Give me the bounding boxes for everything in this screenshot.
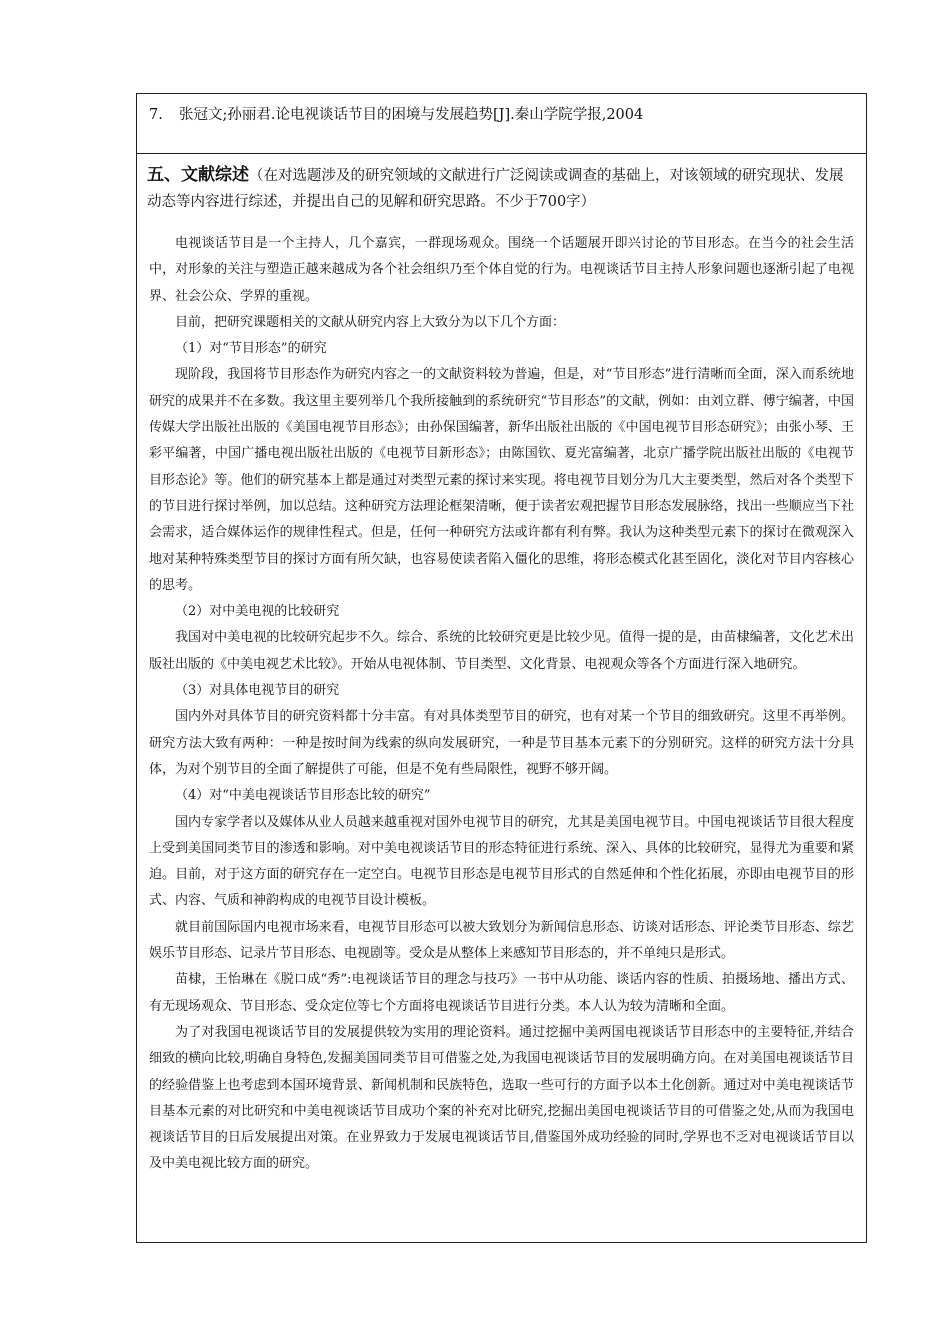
paragraph: 国内外对具体节目的研究资料都十分丰富。有对具体类型节目的研究，也有对某一个节目的细致研究。这里不再举例。研究方法大致有两种：一种是按时间为线索的纵向发展研究，一种是节目基本元素下的分别研究。这样的研究方法十分具体，为对个别节目的全面了解提供了可能，但是不免有些局限性，视野不够开阔。 — [149, 709, 854, 777]
literature-review-section — [137, 154, 866, 1178]
paragraph: 就目前国际国内电视市场来看，电视节目形态可以被大致划分为新闻信息形态、访谈对话形态、评论类节目形态、综艺娱乐节目形态、记录片节目形态、电视剧等。受众是从整体上来感知节目形态的，并不单纯只是形式。 — [149, 919, 854, 962]
paragraph: 我国对中美电视的比较研究起步不久。综合、系统的比较研究更是比较少见。值得一提的是，由苗棣编著，文化艺术出版社出版的《中美电视艺术比较》。开始从电视体制、节目类型、文化背景、电视观众等各个方面进行深入地研究。 — [149, 630, 854, 672]
review-body — [137, 215, 866, 1178]
paragraph: 目前，把研究课题相关的文献从研究内容上大致分为以下几个方面： — [175, 314, 566, 330]
reference-citation: 张冠文;孙丽君.论电视谈话节目的困境与发展趋势[J].秦山学院学报,2004 — [179, 107, 644, 123]
paragraph: 电视谈话节目是一个主持人，几个嘉宾，一群现场观众。围绕一个话题展开即兴讨论的节目形态。在当今的社会生活中，对形象的关注与塑造正越来越成为各个社会组织乃至个体自觉的行为。电视谈话节目主持人形象问题也逐渐引起了电视界、社会公众、学界的重视。 — [149, 236, 854, 304]
reference-item — [149, 103, 643, 124]
section-instruction: （在对选题涉及的研究领域的文献进行广泛阅读或调查的基础上，对该领域的研究现状、发展动态等内容进行综述，并提出自己的见解和研究思路。不少于700字） — [147, 168, 844, 210]
subheading: （2）对中美电视的比较研究 — [175, 604, 340, 620]
section-title: 五、文献综述 — [147, 165, 249, 185]
paragraph: 现阶段，我国将节目形态作为研究内容之一的文献资料较为普遍，但是，对“节目形态”进行清晰而全面，深入而系统地研究的成果并不在多数。我这里主要列举几个我所接触到的系统研究“节目形态”的文献，例如：由刘立群、傅宁编著，中国传媒大学出版社出版的《美国电视节目形态》；由孙保国编著，新华出版社出版的《中国电视节目形态研究》；由张小琴、王彩平编著，中国广播电视出版社出版的《电视节目新形态》；由陈国钦、夏光富编著，北京广播学院出版社出版的《电视节目形态论》等。他们的研究基本上都是通过对类型元素的探讨来实现。将电视节目划分为几大主要类型，然后对各个类型下的节目进行探讨举例，加以总结。这种研究方法理论框架清晰，便于读者宏观把握节目形态发展脉络，找出一些顺应当下社会需求，适合媒体运作的规律性程式。但是，任何一种研究方法或许都有利有弊。我认为这种类型元素下的探讨在微观深入地对某种特殊类型节目的探讨方面有所欠缺，也容易使读者陷入僵化的思维，将形态模式化甚至固化，淡化对节目内容核心的思考。 — [149, 367, 854, 593]
reference-number: 7. — [149, 107, 163, 123]
reference-row — [137, 94, 866, 154]
paragraph: 国内专家学者以及媒体从业人员越来越重视对国外电视节目的研究，尤其是美国电视节目。中国电视谈话节目很大程度上受到美国同类节目的渗透和影响。对中美电视谈话节目的形态特征进行系统、深入、具体的比较研究，显得尤为重要和紧迫。目前，对于这方面的研究存在一定空白。电视节目形态是电视节目形式的自然延伸和个性化拓展，亦即由电视节目的形式、内容、气质和神韵构成的电视节目设计模板。 — [149, 814, 854, 909]
paragraph: 为了对我国电视谈话节目的发展提供较为实用的理论资料。通过挖掘中美两国电视谈话节目形态中的主要特征,并结合细致的横向比较,明确自身特色,发掘美国同类节目可借鉴之处,为我国电视谈话节目的发展明确方向。在对美国电视谈话节目的经验借鉴上也考虑到本国环境背景、新闻机制和民族特色，选取一些可行的方面予以本土化创新。通过对中美电视谈话节目基本元素的对比研究和中美电视谈话节目成功个案的补充对比研究,挖掘出美国电视谈话节目的可借鉴之处,从而为我国电视谈话节目的日后发展提出对策。在业界致力于发展电视谈话节目,借鉴国外成功经验的同时,学界也不乏对电视谈话节目以及中美电视比较方面的研究。 — [149, 1024, 854, 1172]
section-header — [137, 154, 866, 215]
proposal-form-table — [136, 93, 867, 1243]
paragraph: 苗棣，王怡琳在《脱口成“秀”:电视谈话节目的理念与技巧》一书中从功能、谈话内容的性质、拍摄场地、播出方式、有无现场观众、节目形态、受众定位等七个方面将电视谈话节目进行分类。本人认为较为清晰和全面。 — [149, 972, 854, 1014]
subheading: （3）对具体电视节目的研究 — [175, 683, 340, 699]
subheading: （4）对“中美电视谈话节目形态比较的研究” — [175, 788, 431, 804]
subheading: （1）对“节目形态”的研究 — [175, 341, 327, 357]
